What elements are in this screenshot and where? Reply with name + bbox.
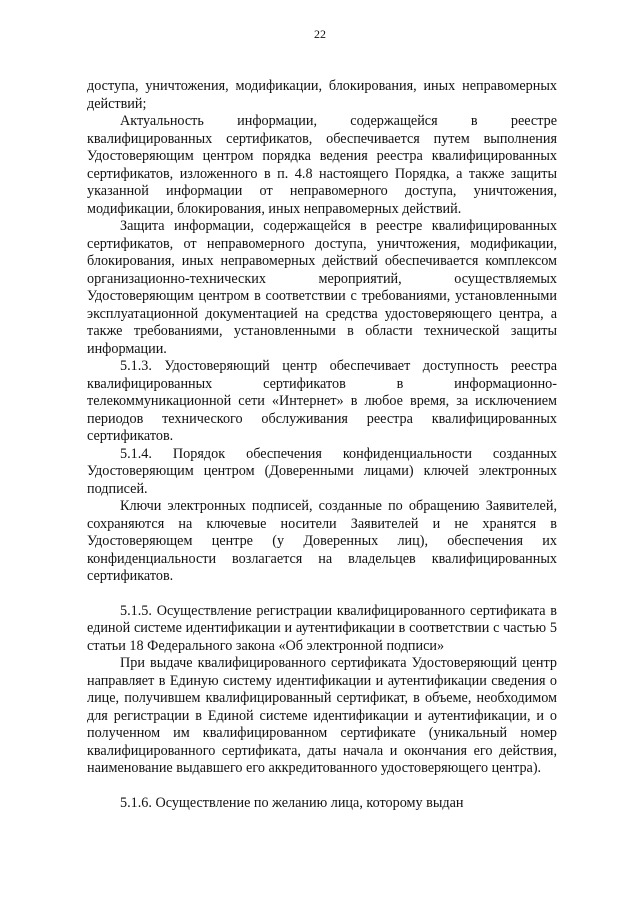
document-body [87,78,557,812]
paragraph-5-1-4: 5.1.4. Порядок обеспечения конфиденциальности созданных Удостоверяющим центром (Доверенными лицами) ключей электронных подписей. [87,445,557,497]
paragraph-keys: Ключи электронных подписей, созданные по обращению Заявителей, сохраняются на ключевые носители Заявителей и не хранятся в Удостоверяющем центре (у Доверенных лиц), обеспечения их конфиденциальности возлагается на владельцев квалифицированных сертификатов. [87,498,557,584]
paragraph-relevance: Актуальность информации, содержащейся в реестре квалифицированных сертификатов, обеспечивается путем выполнения Удостоверяющим центром порядка ведения реестра квалифицированных сертификатов, изложенного в п. 4.8 настоящего Порядка, а также защиты указанной информации от неправомерного доступа, уничтожения, модификации, блокирования, иных неправомерных действий. [87,113,557,217]
paragraph-issuance: При выдаче квалифицированного сертификата Удостоверяющий центр направляет в Единую систему идентификации и аутентификации сведения о лице, получившем квалифицированный сертификат, в объеме, необходимом для регистрации в Единой системе идентификации и аутентификации, и о полученном им квалифицированном сертификате (уникальный номер квалифицированного сертификата, даты начала и окончания его действия, наименование выдавшего его аккредитованного удостоверяющего центра). [87,655,557,776]
paragraph-5-1-6: 5.1.6. Осуществление по желанию лица, которому выдан [120,794,464,811]
paragraph-protection: Защита информации, содержащейся в реестре квалифицированных сертификатов, от неправомерного доступа, уничтожения, модификации, блокирования, иных неправомерных действий обеспечивается комплексом организационно-технических мероприятий, осуществляемых Удостоверяющим центром в соответствии с требованиями, установленными эксплуатационной документацией на средства удостоверяющего центра, а также требованиями, установленными в области технической защиты информации. [87,218,557,357]
page-number: 22 [314,27,326,41]
paragraph-5-1-3: 5.1.3. Удостоверяющий центр обеспечивает доступность реестра квалифицированных сертификатов в информационно-телекоммуникационной сети «Интернет» в любое время, за исключением периодов технического обслуживания реестра квалифицированных сертификатов. [87,358,557,444]
paragraph-5-1-5: 5.1.5. Осуществление регистрации квалифицированного сертификата в единой системе идентификации и аутентификации в соответствии с частью 5 статьи 18 Федерального закона «Об электронной подписи» [87,602,557,654]
paragraph-access-continuation: доступа, уничтожения, модификации, блокирования, иных неправомерных действий; [87,78,557,112]
